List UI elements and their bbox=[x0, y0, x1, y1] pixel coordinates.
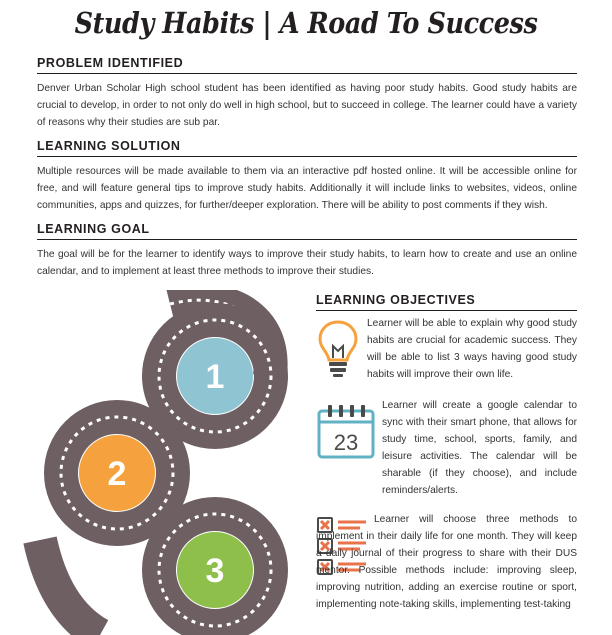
step-3-label: 3 bbox=[205, 552, 225, 590]
page-title: Study Habits | A Road To Success bbox=[74, 6, 538, 40]
problem-body: Denver Urban Scholar High school student has been identified as having poor study habits. Good study habits are crucial to develop, in order to not only do well in high school, but to succeed in college. The learner could have a variety of reasons why their studies are sub par. bbox=[37, 83, 577, 128]
objective-2-text: Learner will create a google calendar to sync with their smart phone, that allows for study time, school, sports, family, and leisure activities. The calendar will be sharable (if they choose), and include reminders/alerts. bbox=[382, 400, 577, 496]
lightbulb-icon bbox=[316, 318, 360, 378]
calendar-icon-number: 23 bbox=[333, 430, 359, 455]
goal-section bbox=[37, 222, 577, 280]
solution-body: Multiple resources will be made available to them via an interactive pdf hosted online. It will be accessible online for free, and will feature general tips to improve study habits. Additionally it will include links to websites, videos, online communities, apps and quizzes, for further/deeper exploration. There will be ability to post comments if they wish. bbox=[37, 166, 577, 211]
road-graphic bbox=[0, 290, 305, 635]
objective-3-text: Learner will choose three methods to implement in their daily life for one month. They will keep a daily journal of their progress to share with their DUS mentor. Possible methods include: improving sleep, improving nutrition, adding an exercise routine or sport, implementing note-taking skills, implementing test-taking bbox=[316, 514, 577, 610]
objective-1-text: Learner will be able to explain why good study habits are crucial for academic success. They will be able to list 3 ways having good study habits will improve their own life. bbox=[367, 318, 577, 380]
problem-heading: PROBLEM IDENTIFIED bbox=[37, 56, 577, 74]
step-1-label: 1 bbox=[205, 358, 225, 396]
calendar-icon bbox=[316, 403, 376, 461]
step-2-label: 2 bbox=[107, 455, 127, 493]
solution-section bbox=[37, 139, 577, 214]
problem-section bbox=[37, 56, 577, 131]
objectives-heading: LEARNING OBJECTIVES bbox=[316, 293, 577, 311]
solution-heading: LEARNING SOLUTION bbox=[37, 139, 577, 157]
goal-heading: LEARNING GOAL bbox=[37, 222, 577, 240]
goal-body: The goal will be for the learner to identify ways to improve their study habits, to learn how to create and use an online calendar, and to implement at least three methods to improve their studies. bbox=[37, 249, 577, 277]
